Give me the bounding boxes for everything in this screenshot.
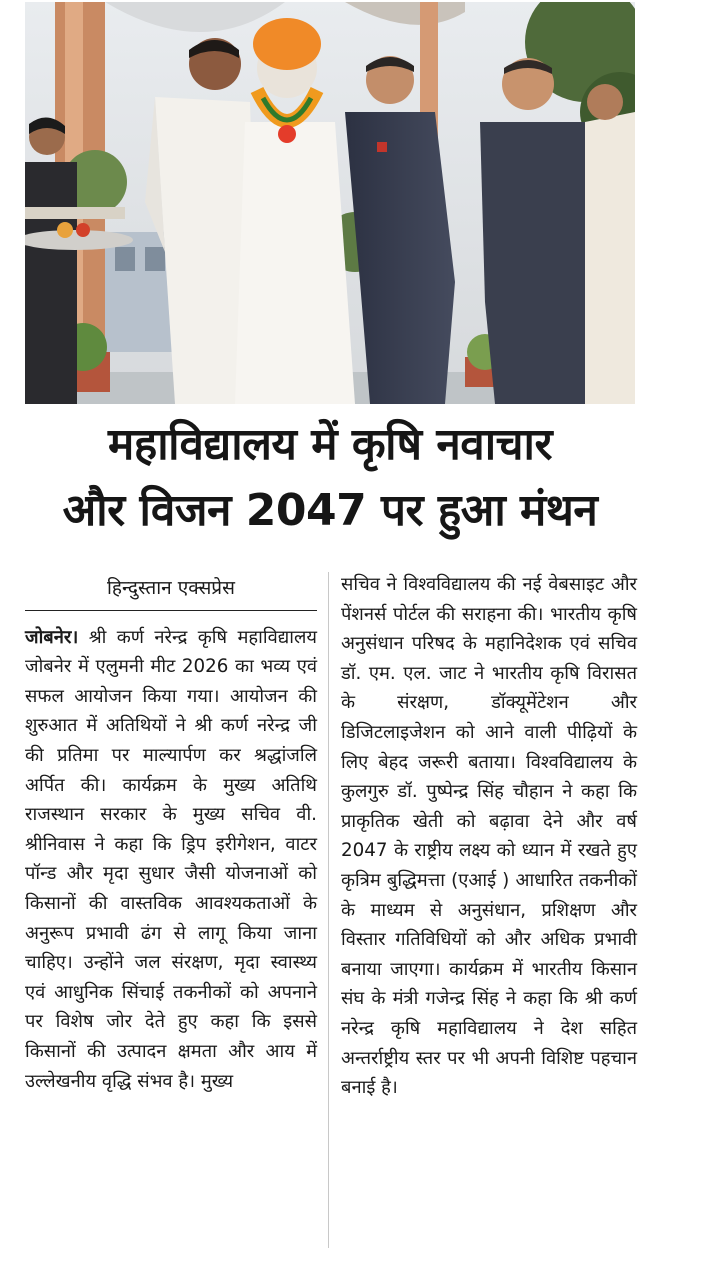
dateline: जोबनेर।	[25, 626, 79, 648]
body-text-right: सचिव ने विश्वविद्यालय की नई वेबसाइट और पेंशनर्स पोर्टल की सराहना की। भारतीय कृषि अनुसंधान परिषद के महानिदेशक एवं सचिव डॉ. एम. एल. जाट ने भारतीय कृषि विरासत के संरक्षण, डॉक्यूमेंटेशन और डिजिटलाइजेशन को आने वाली पीढ़ियों के लिए बेहद जरूरी बताया। विश्वविद्यालय के कुलगुरु डॉ. पुष्पेन्द्र सिंह चौहान ने कहा कि प्राकृतिक खेती को बढ़ावा देने और वर्ष 2047 के राष्ट्रीय लक्ष्य को ध्यान में रखते हुए कृत्रिम बुद्धिमत्ता (एआई ) आधारित तकनीकों के माध्यम से अनुसंधान, प्रशिक्षण और विस्तार गतिविधियों को और अधिक प्रभावी बनाया जाएगा। कार्यक्रम में भारतीय किसान संघ के मंत्री गजेन्द्र सिंह ने कहा कि श्री कर्ण नरेन्द्र कृषि महाविद्यालय ने देश सहित अन्तर्राष्ट्रीय स्तर पर भी अपनी विशिष्ट पहचान बनाई है।	[341, 574, 637, 1099]
column-divider	[328, 572, 329, 1248]
news-photo	[25, 2, 635, 404]
body-text-left: श्री कर्ण नरेन्द्र कृषि महाविद्यालय जोबनेर में एलुमनी मीट 2026 का भव्य एवं सफल आयोजन किया गया। आयोजन की शुरुआत में अतिथियों ने श्री कर्ण नरेन्द्र जी की प्रतिमा पर माल्यार्पण कर श्रद्धांजलि अर्पित की। कार्यक्रम के मुख्य अतिथि राजस्थान सरकार के मुख्य सचिव वी. श्रीनिवास ने कहा कि ड्रिप इरीगेशन, वाटर पॉन्ड और मृदा सुधार जैसी योजनाओं को किसानों की वास्तविक आवश्यकताओं के अनुरूप प्रभावी ढंग से लागू किया जाना चाहिए। उन्होंने जल संरक्षण, मृदा स्वास्थ्य एवं आधुनिक सिंचाई तकनीकों को अपनाने पर विशेष जोर देते हुए कहा कि इससे किसानों की उत्पादन क्षमता और आय में उल्लेखनीय वृद्धि संभव है। मुख्य	[25, 626, 317, 1092]
article-column-right	[341, 570, 637, 1103]
byline: हिन्दुस्तान एक्सप्रेस	[25, 574, 317, 611]
article-column-left	[25, 570, 317, 1096]
headline	[20, 412, 640, 544]
headline-line-1: महाविद्यालय में कृषि नवाचार	[108, 419, 552, 470]
headline-line-2: और विजन 2047 पर हुआ मंथन	[62, 485, 598, 536]
article-body-left	[25, 623, 317, 1097]
